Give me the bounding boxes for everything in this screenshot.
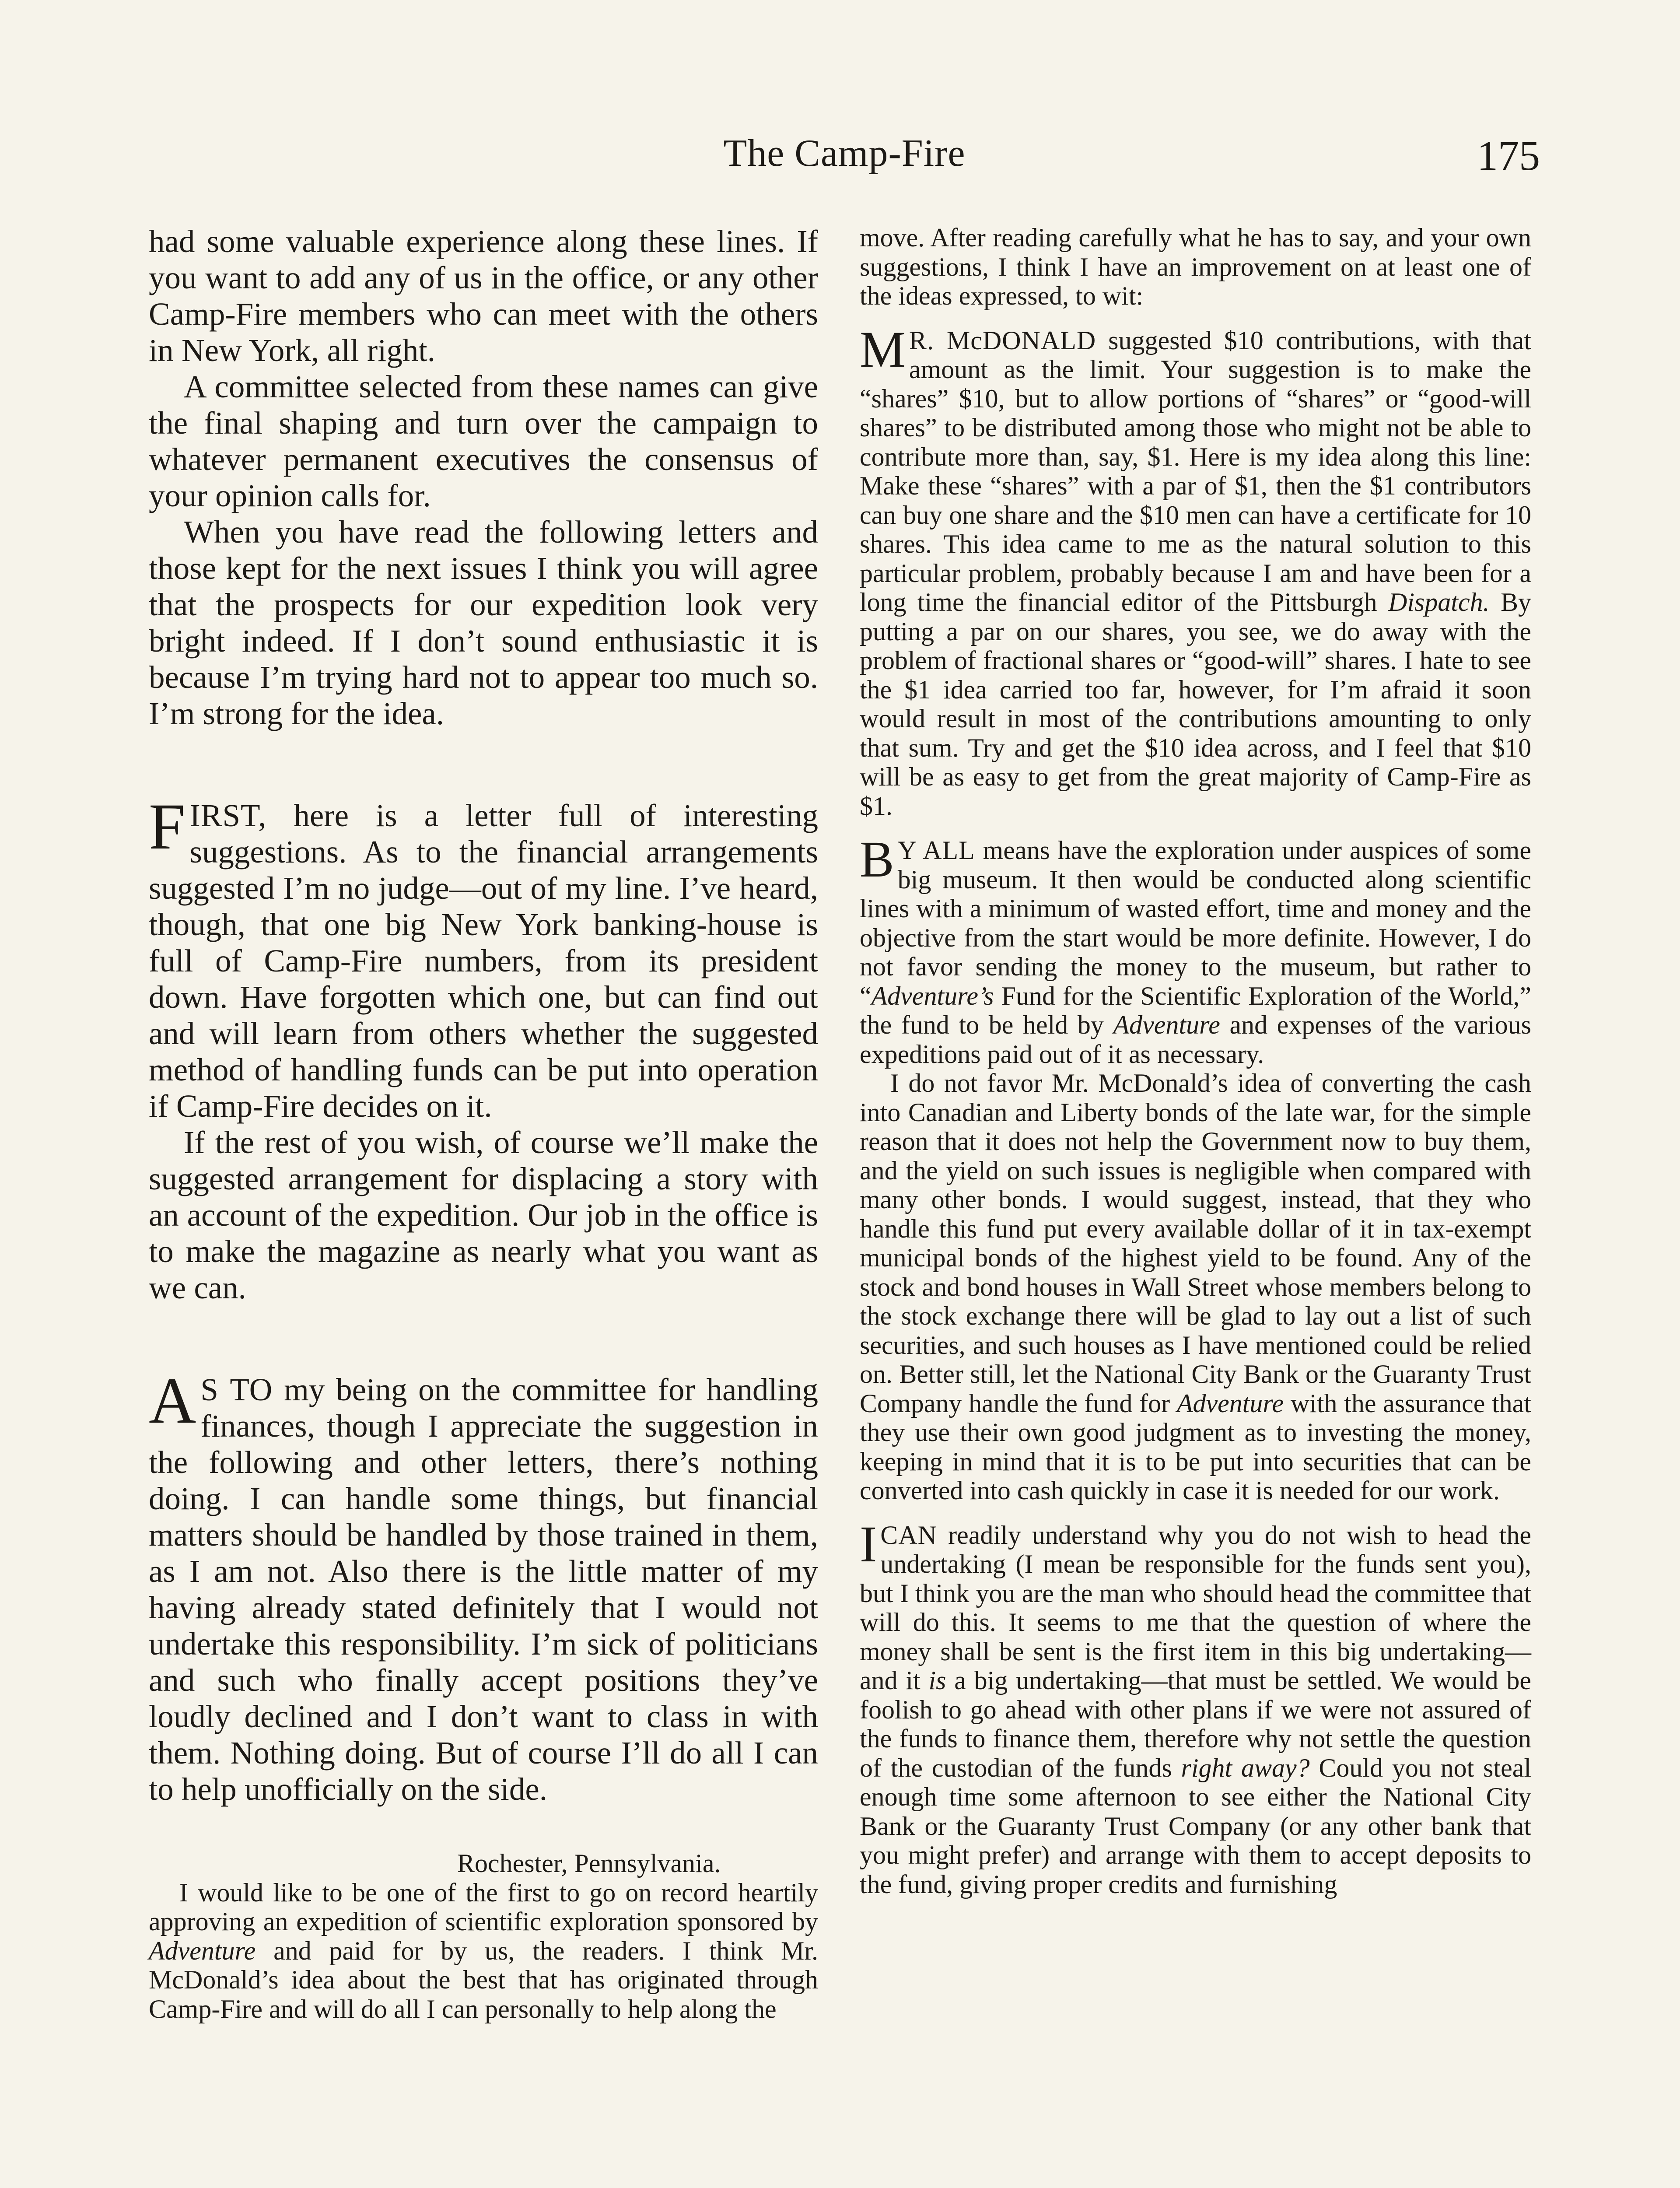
paragraph: If the rest of you wish, of course we’ll make the suggested arrangement for displacing a story with an account of the expedition. Our job in the office is to make the magazine as nearly what you want as we can. [149,1125,818,1305]
text-run: with the assurance that they use their own good judgment as to investing the money, keeping in mind that it is to be put into securities that can be converted into cash quickly in case it is needed for our work. [860,1389,1531,1505]
section-i-can [860,1515,1532,1899]
text-run: and paid for by us, the readers. I think Mr. McDonald’s idea about the best that has originated through Camp-Fire and will do all I can personally to help along the [149,1936,818,2023]
section-by [860,831,1531,1069]
page-header [149,131,1540,197]
running-title: The Camp-Fire [723,132,966,175]
paragraph: had some valuable experience along these lines. If you want to add any of us in the office, or any other Camp-Fire members who can meet with the others in New York, all right. [149,224,818,368]
text-run: and expenses of the various expeditions paid out of it as necessary. [860,1010,1531,1069]
text-run: a big undertaking—that must be settled. We would be foolish to go ahead with other plans if we were not assured of the funds to finance them, therefore why not settle the question of the custodian of the funds [860,1666,1531,1782]
text-run: I do not favor Mr. McDonald’s idea of converting the cash into Canadian and Liberty bonds of the late war, for the simple reason that it does not help the Government now to buy them, and the yield on such issues is negligible when compared with many other bonds. I would suggest, instead, that they who handle this fund put every available dollar of it in tax-exempt municipal bonds of the highest yield to be found. Any of the stock and bond houses in Wall Street whose members belong to the stock exchange there will be glad to lay out a list of such securities, and such houses as I have mentioned could be relied on. Better still, let the National City Bank or the Guaranty Trust Company handle the fund for [860,1069,1531,1418]
paragraph: move. After reading carefully what he has to say, and your own suggestions, I think I have an improvement on at least one of the ideas expressed, to wit: [860,223,1531,310]
drop-cap: I [860,1515,877,1573]
text-run: means have the exploration under auspices of some big museum. It then would be conducted along scientific lines with a minimum of wasted effort, time and money and the objective from the start would be more definite. However, I do not favor sending the money to the museum, but rather to “ [860,836,1531,1010]
italic-run: right away? [1181,1753,1310,1782]
paragraph-body: here is a letter full of interesting suggestions. As to the financial arrangements suggested I’m no judge—out of my line. I’ve heard, though, that one big New York banking-house is full of Camp-Fire numbers, from its president down. Have forgotten which one, but can find out and will learn from others whether the suggested method of handling funds can be put into operation if Camp-Fire decides on it. [149,798,818,1124]
section-first [149,790,818,1124]
text-run: I would like to be one of the first to go on record heartily approving an expedition of scientific exploration sponsored by [149,1878,818,1936]
italic-run: is [928,1666,946,1695]
italic-run: Adventure’s [871,981,994,1010]
lead-in: CAN [880,1520,937,1550]
text-run: Fund for the Scientific Exploration of the World,” the fund to be held by [860,981,1531,1039]
right-column [860,223,1531,1899]
lead-in: IRST, [189,798,267,833]
section-as [149,1364,818,1807]
drop-cap: M [860,320,906,378]
italic-run: Adventure [149,1936,256,1965]
text-run: readily understand why you do not wish to head the undertaking (I mean be responsible for the funds sent you), but I think you are the man who should head the committee that will do this. It seems to me that the question of where the money shall be sent is the first item in this big undertaking—and it [860,1520,1531,1695]
text-run: suggested $10 contributions, with that amount as the limit. Your suggestion is to make the “shares” $10, but to allow portions of “shares” or “good-will shares” to be distributed among those who might not be able to contribute more than, say, $1. Here is my idea along this line: Make these “shares” with a par of $1, then the $1 contributors can buy one share and the $10 men can have a certificate for 10 shares. This idea came to me as the natural solution to this particular problem, probably because I am and have been for a long time the financial editor of the Pittsburgh [860,326,1531,617]
page-number: 175 [1477,132,1540,179]
italic-run: Dispatch. [1388,588,1490,617]
letter-paragraph [149,1878,818,2024]
lead-in: S TO [200,1372,273,1407]
lead-in: R. McDONALD [909,326,1096,355]
italic-run: Adventure [1113,1010,1220,1039]
lead-in: Y ALL [897,836,975,865]
left-column [149,223,818,2023]
text-run: Could you not steal enough time some afternoon to see either the National City Bank or the Guaranty Trust Company (or any other bank that you might prefer) and arrange with them to accept deposits to the fund, giving proper credits and furnishing [860,1753,1532,1899]
drop-cap: A [149,1364,196,1437]
drop-cap: B [860,831,894,888]
letter-location: Rochester, Pennsylvania. [457,1849,721,1878]
paragraph [860,1069,1531,1505]
drop-cap: F [149,790,186,863]
paragraph-body: my being on the committee for handling finances, though I appreciate the suggestion in the following and other letters, there’s nothing doing. I can handle some things, but financial matters should be handled by those trained in them, as I am not. Also there is the little matter of my having already stated definitely that I would not undertake this responsibility. I’m sick of politicians and such who finally accept positions they’ve loudly declined and I don’t want to class in with them. Nothing doing. But of course I’ll do all I can to help unofficially on the side. [149,1372,818,1807]
italic-run: Adventure [1176,1389,1284,1418]
reader-letter [149,1849,818,2023]
section-mr [860,320,1531,821]
text-run: By putting a par on our shares, you see, we do away with the problem of fractional shares or “good-will” shares. I hate to see the $1 idea carried too far, however, for I’m afraid it soon would result in most of the contributions amounting to only that sum. Try and get the $10 idea across, and I feel that $10 will be as easy to get from the great majority of Camp-Fire as $1. [860,588,1531,820]
paragraph: A committee selected from these names can give the final shaping and turn over the campaign to whatever permanent executives the consensus of your opinion calls for. [149,369,818,513]
paragraph: When you have read the following letters and those kept for the next issues I think you will agree that the prospects for our expedition look very bright indeed. If I don’t sound enthusiastic it is because I’m trying hard not to appear too much so. I’m strong for the idea. [149,514,818,731]
